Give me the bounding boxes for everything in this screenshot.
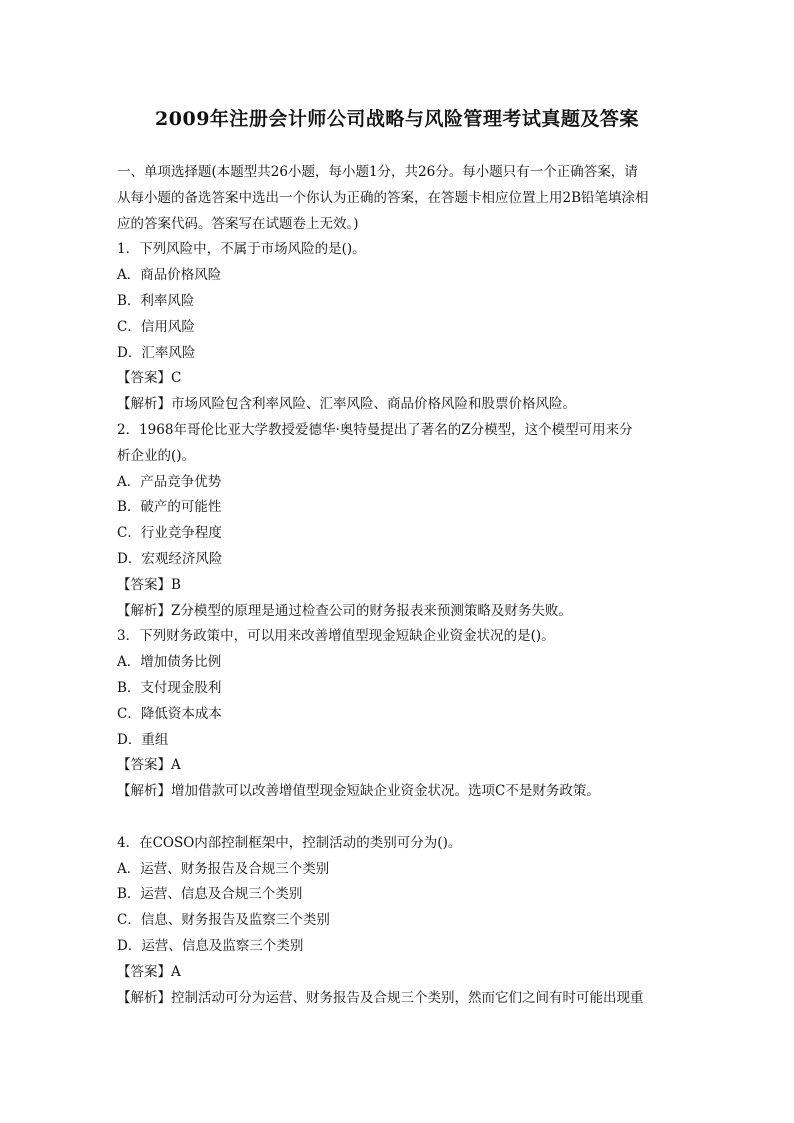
- question-2-analysis: 【解析】Z分模型的原理是通过检查公司的财务报表来预测策略及财务失败。: [117, 602, 572, 619]
- question-4-option-c: C．信息、财务报告及监察三个类别: [117, 912, 330, 929]
- question-4-stem: 4．在COSO内部控制框架中，控制活动的类别可分为()。: [117, 834, 462, 851]
- intro-line: 应的答案代码。答案写在试题卷上无效。): [117, 215, 359, 232]
- question-2-option-c: C．行业竞争程度: [117, 525, 222, 542]
- document-body: [117, 160, 677, 1011]
- question-3-analysis: 【解析】增加借款可以改善增值型现金短缺企业资金状况。选项C不是财务政策。: [117, 783, 600, 800]
- paragraph-gap: [117, 805, 677, 831]
- question-3-stem: 3．下列财务政策中，可以用来改善增值型现金短缺企业资金状况的是()。: [117, 628, 555, 645]
- question-2-option-d: D．宏观经济风险: [117, 550, 223, 567]
- question-3-option-d: D．重组: [117, 731, 169, 748]
- document-title: 2009年注册会计师公司战略与风险管理考试真题及答案: [155, 108, 639, 130]
- intro-line: 从每小题的备选答案中选出一个你认为正确的答案，在答题卡相应位置上用2B铅笔填涂相: [117, 189, 649, 206]
- question-1-analysis: 【解析】市场风险包含利率风险、汇率风险、商品价格风险和股票价格风险。: [117, 396, 576, 413]
- question-1-option-b: B．利率风险: [117, 292, 195, 309]
- question-3-answer: 【答案】A: [117, 757, 181, 774]
- question-1-stem: 1．下列风险中，不属于市场风险的是()。: [117, 241, 366, 258]
- question-4-option-a: A．运营、财务报告及合规三个类别: [117, 860, 330, 877]
- intro-line: 一、单项选择题(本题型共26小题，每小题1分，共26分。每小题只有一个正确答案，请: [117, 164, 638, 180]
- question-2-option-b: B．破产的可能性: [117, 499, 222, 516]
- question-4-option-b: B．运营、信息及合规三个类别: [117, 886, 303, 903]
- question-2-stem: 析企业的()。: [117, 447, 196, 464]
- question-1-option-c: C．信用风险: [117, 318, 195, 335]
- question-3-option-c: C．降低资本成本: [117, 705, 222, 722]
- question-4-option-d: D．运营、信息及监察三个类别: [117, 937, 304, 954]
- question-1-option-a: A．商品价格风险: [117, 267, 222, 284]
- question-3-option-a: A．增加债务比例: [117, 654, 222, 671]
- question-2-stem: 2．1968年哥伦比亚大学教授爱德华·奥特曼提出了著名的Z分模型，这个模型可用来分: [117, 421, 633, 438]
- question-1-answer: 【答案】C: [117, 370, 182, 387]
- question-4-answer: 【答案】A: [117, 963, 181, 980]
- question-3-option-b: B．支付现金股利: [117, 679, 222, 696]
- question-2-option-a: A．产品竞争优势: [117, 473, 222, 490]
- question-2-answer: 【答案】B: [117, 576, 181, 593]
- question-1-option-d: D．汇率风险: [117, 344, 196, 361]
- question-4-analysis: 【解析】控制活动可分为运营、财务报告及合规三个类别，然而它们之间有时可能出现重: [117, 989, 644, 1006]
